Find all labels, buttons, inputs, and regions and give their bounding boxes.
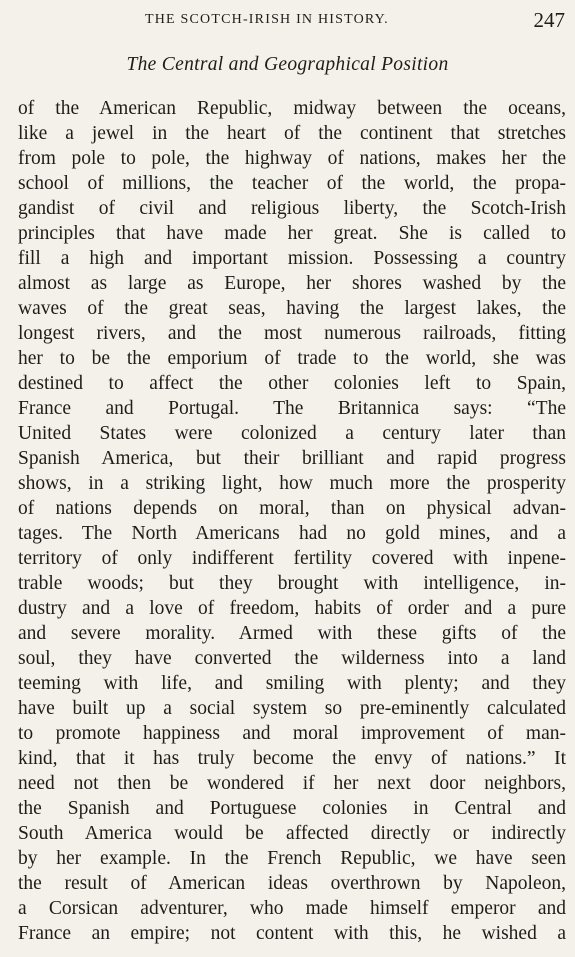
text-line: Spanish America, but their brilliant and rapid progress bbox=[18, 448, 566, 469]
text-line: to promote happiness and moral improvement of man- bbox=[18, 723, 566, 744]
text-line: France and Portugal. The Britannica says: “The bbox=[18, 398, 566, 419]
text-line: of nations depends on moral, than on physical advan- bbox=[18, 498, 566, 519]
section-heading: The Central and Geographical Position bbox=[126, 54, 449, 75]
running-title: THE SCOTCH-IRISH IN HISTORY. bbox=[145, 12, 389, 27]
text-line: gandist of civil and religious liberty, the Scotch-Irish bbox=[18, 198, 566, 219]
text-line: fill a high and important mission. Possessing a country bbox=[18, 248, 566, 269]
text-line: almost as large as Europe, her shores washed by the bbox=[18, 273, 566, 294]
text-line: her to be the emporium of trade to the world, she was bbox=[18, 348, 566, 369]
text-line: need not then be wondered if her next door neighbors, bbox=[18, 773, 566, 794]
text-line: like a jewel in the heart of the continent that stretches bbox=[18, 123, 566, 144]
text-line: and severe morality. Armed with these gifts of the bbox=[18, 623, 566, 644]
text-line: by her example. In the French Republic, we have seen bbox=[18, 848, 566, 869]
text-line: the Spanish and Portuguese colonies in Central and bbox=[18, 798, 566, 819]
text-line: shows, in a striking light, how much more the prosperity bbox=[18, 473, 566, 494]
text-line: have built up a social system so pre-eminently calculated bbox=[18, 698, 566, 719]
text-line: South America would be affected directly or indirectly bbox=[18, 823, 566, 844]
text-line: waves of the great seas, having the largest lakes, the bbox=[18, 298, 566, 319]
text-line: longest rivers, and the most numerous railroads, fitting bbox=[18, 323, 566, 344]
page-number: 247 bbox=[533, 8, 565, 32]
text-line: tages. The North Americans had no gold mines, and a bbox=[18, 523, 566, 544]
text-line: dustry and a love of freedom, habits of order and a pure bbox=[18, 598, 566, 619]
text-line: a Corsican adventurer, who made himself emperor and bbox=[18, 898, 566, 919]
text-line: United States were colonized a century later than bbox=[18, 423, 566, 444]
body-text bbox=[18, 96, 566, 946]
text-line: soul, they have converted the wilderness into a land bbox=[18, 648, 566, 669]
text-line: destined to affect the other colonies left to Spain, bbox=[18, 373, 566, 394]
text-line: teeming with life, and smiling with plenty; and they bbox=[18, 673, 566, 694]
running-head bbox=[0, 8, 575, 36]
text-line: of the American Republic, midway between the oceans, bbox=[18, 98, 566, 119]
text-line: France an empire; not content with this, he wished a bbox=[18, 923, 566, 944]
text-line: school of millions, the teacher of the world, the propa- bbox=[18, 173, 566, 194]
text-line: from pole to pole, the highway of nations, makes her the bbox=[18, 148, 566, 169]
text-line: territory of only indifferent fertility covered with inpene- bbox=[18, 548, 566, 569]
text-line: the result of American ideas overthrown by Napoleon, bbox=[18, 873, 566, 894]
text-line: kind, that it has truly become the envy of nations.” It bbox=[18, 748, 566, 769]
text-line: principles that have made her great. She is called to bbox=[18, 223, 566, 244]
text-line: trable woods; but they brought with intelligence, in- bbox=[18, 573, 566, 594]
